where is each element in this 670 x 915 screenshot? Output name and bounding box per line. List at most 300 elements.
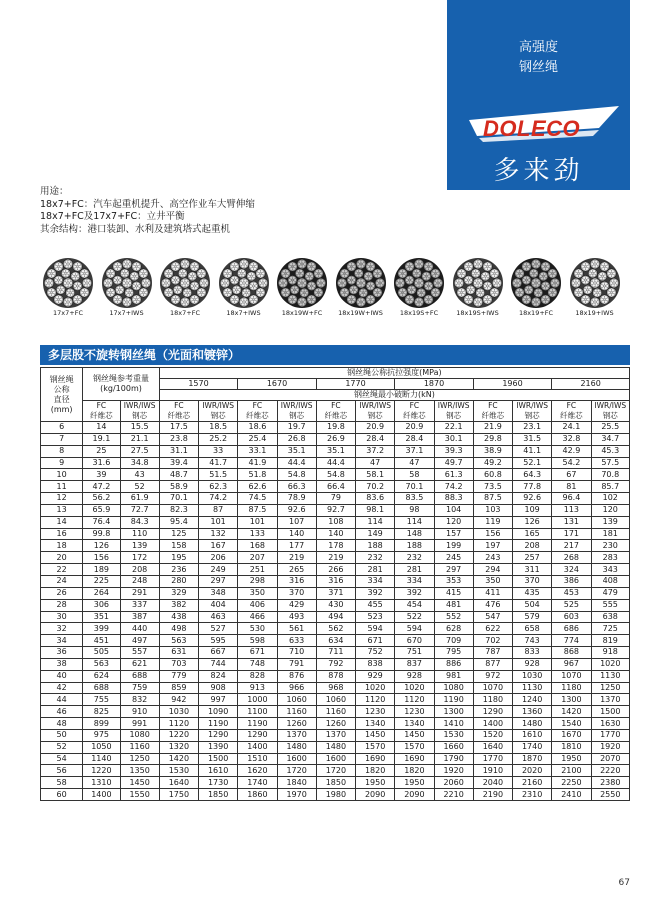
value-cell: 1140 — [83, 753, 120, 765]
value-cell: 1230 — [395, 706, 434, 718]
value-cell: 103 — [473, 504, 512, 516]
diameter-cell: 30 — [41, 611, 83, 623]
value-cell: 41.9 — [238, 457, 277, 469]
value-cell: 57.5 — [591, 457, 629, 469]
value-cell: 711 — [316, 647, 355, 659]
value-cell: 688 — [83, 682, 120, 694]
value-cell: 370 — [277, 587, 316, 599]
value-cell: 74.5 — [238, 493, 277, 505]
diameter-cell: 16 — [41, 528, 83, 540]
value-cell: 1290 — [238, 729, 277, 741]
value-cell: 392 — [395, 587, 434, 599]
value-cell: 188 — [395, 540, 434, 552]
value-cell: 1480 — [513, 718, 552, 730]
value-cell: 791 — [277, 658, 316, 670]
diameter-cell: 34 — [41, 635, 83, 647]
value-cell: 725 — [591, 623, 629, 635]
value-cell: 966 — [277, 682, 316, 694]
value-cell: 58.9 — [159, 481, 198, 493]
value-cell: 132 — [199, 528, 238, 540]
value-cell: 1950 — [552, 753, 591, 765]
value-cell: 39.3 — [434, 445, 473, 457]
value-cell: 87 — [199, 504, 238, 516]
value-cell: 84.3 — [120, 516, 159, 528]
value-cell: 67 — [552, 469, 591, 481]
table-row — [41, 611, 630, 623]
value-cell: 107 — [277, 516, 316, 528]
value-cell: 981 — [434, 670, 473, 682]
value-cell: 2310 — [513, 789, 552, 801]
value-cell: 148 — [395, 528, 434, 540]
value-cell: 15.5 — [120, 422, 159, 434]
table-row — [41, 481, 630, 493]
value-cell: 139 — [591, 516, 629, 528]
value-cell: 1630 — [591, 718, 629, 730]
value-cell: 96.4 — [552, 493, 591, 505]
page-number: 67 — [618, 878, 630, 888]
weight-header: 钢丝绳参考重量 (kg/100m) — [83, 368, 159, 401]
diameter-cell: 18 — [41, 540, 83, 552]
value-cell: 481 — [434, 599, 473, 611]
value-cell: 408 — [591, 575, 629, 587]
diameter-cell: 54 — [41, 753, 83, 765]
table-row — [41, 457, 630, 469]
value-cell: 876 — [277, 670, 316, 682]
table-row — [41, 552, 630, 564]
value-cell: 66.4 — [316, 481, 355, 493]
value-cell: 968 — [316, 682, 355, 694]
value-cell: 1120 — [356, 694, 395, 706]
rope-label: 17x7+FC — [53, 309, 83, 317]
value-cell: 195 — [159, 552, 198, 564]
core-iwr-header: IWR/IWS 钢芯 — [120, 401, 159, 422]
diameter-cell: 6 — [41, 422, 83, 434]
diameter-cell: 11 — [41, 481, 83, 493]
value-cell: 23.8 — [159, 433, 198, 445]
value-cell: 991 — [120, 718, 159, 730]
value-cell: 52.1 — [513, 457, 552, 469]
value-cell: 392 — [356, 587, 395, 599]
value-cell: 236 — [159, 564, 198, 576]
value-cell: 324 — [552, 564, 591, 576]
value-cell: 838 — [356, 658, 395, 670]
value-cell: 85.7 — [591, 481, 629, 493]
value-cell: 41.1 — [513, 445, 552, 457]
table-row — [41, 789, 630, 801]
value-cell: 1350 — [120, 765, 159, 777]
value-cell: 280 — [159, 575, 198, 587]
value-cell: 1070 — [473, 682, 512, 694]
value-cell: 2090 — [356, 789, 395, 801]
value-cell: 113 — [552, 504, 591, 516]
value-cell: 819 — [591, 635, 629, 647]
value-cell: 47 — [356, 457, 395, 469]
value-cell: 454 — [395, 599, 434, 611]
value-cell: 74.2 — [199, 493, 238, 505]
value-cell: 33.1 — [238, 445, 277, 457]
value-cell: 562 — [316, 623, 355, 635]
value-cell: 1320 — [159, 741, 198, 753]
value-cell: 54.8 — [316, 469, 355, 481]
value-cell: 2100 — [552, 765, 591, 777]
value-cell: 126 — [513, 516, 552, 528]
value-cell: 1160 — [277, 706, 316, 718]
value-cell: 1660 — [434, 741, 473, 753]
value-cell: 2550 — [591, 789, 629, 801]
value-cell: 833 — [513, 647, 552, 659]
value-cell: 47.2 — [83, 481, 120, 493]
value-cell: 744 — [199, 658, 238, 670]
value-cell: 79 — [316, 493, 355, 505]
value-cell: 792 — [316, 658, 355, 670]
value-cell: 1400 — [238, 741, 277, 753]
value-cell: 350 — [238, 587, 277, 599]
value-cell: 2040 — [473, 777, 512, 789]
value-cell: 189 — [83, 564, 120, 576]
value-cell: 265 — [277, 564, 316, 576]
value-cell: 1550 — [120, 789, 159, 801]
value-cell: 1260 — [316, 718, 355, 730]
brand-name-cn: 多来劲 — [493, 156, 584, 186]
value-cell: 774 — [552, 635, 591, 647]
value-cell: 1670 — [552, 729, 591, 741]
value-cell: 1020 — [356, 682, 395, 694]
diameter-cell: 52 — [41, 741, 83, 753]
diameter-cell: 7 — [41, 433, 83, 445]
value-cell: 493 — [277, 611, 316, 623]
value-cell: 21.1 — [120, 433, 159, 445]
rope-label: 18x19W+IWS — [338, 309, 383, 317]
value-cell: 88.3 — [434, 493, 473, 505]
rope-label: 18x19S+IWS — [456, 309, 499, 317]
value-cell: 181 — [591, 528, 629, 540]
value-cell: 34.8 — [120, 457, 159, 469]
value-cell: 31.6 — [83, 457, 120, 469]
value-cell: 350 — [473, 575, 512, 587]
value-cell: 1070 — [552, 670, 591, 682]
value-cell: 95.4 — [159, 516, 198, 528]
grade-header: 1870 — [395, 379, 474, 390]
value-cell: 140 — [316, 528, 355, 540]
diameter-cell: 12 — [41, 493, 83, 505]
value-cell: 594 — [356, 623, 395, 635]
value-cell: 1740 — [513, 741, 552, 753]
value-cell: 2160 — [513, 777, 552, 789]
table-row — [41, 575, 630, 587]
value-cell: 547 — [473, 611, 512, 623]
value-cell: 140 — [277, 528, 316, 540]
value-cell: 1520 — [473, 729, 512, 741]
value-cell: 899 — [83, 718, 120, 730]
value-cell: 598 — [238, 635, 277, 647]
value-cell: 497 — [120, 635, 159, 647]
rope-cross-section — [274, 257, 330, 317]
table-row — [41, 753, 630, 765]
value-cell: 1850 — [316, 777, 355, 789]
diameter-cell: 56 — [41, 765, 83, 777]
core-fc-header: FC 纤维芯 — [238, 401, 277, 422]
value-cell: 1370 — [316, 729, 355, 741]
value-cell: 967 — [552, 658, 591, 670]
value-cell: 522 — [395, 611, 434, 623]
value-cell: 29.8 — [473, 433, 512, 445]
value-cell: 1050 — [83, 741, 120, 753]
value-cell: 62.6 — [238, 481, 277, 493]
rope-cross-section — [99, 257, 155, 317]
value-cell: 171 — [552, 528, 591, 540]
value-cell: 755 — [83, 694, 120, 706]
grade-header: 1670 — [238, 379, 317, 390]
value-cell: 92.6 — [277, 504, 316, 516]
value-cell: 24.1 — [552, 422, 591, 434]
value-cell: 1840 — [277, 777, 316, 789]
value-cell: 61.3 — [434, 469, 473, 481]
diameter-cell: 8 — [41, 445, 83, 457]
value-cell: 1640 — [473, 741, 512, 753]
value-cell: 1850 — [199, 789, 238, 801]
value-cell: 527 — [199, 623, 238, 635]
value-cell: 972 — [473, 670, 512, 682]
value-cell: 440 — [120, 623, 159, 635]
brand-panel — [447, 0, 630, 190]
value-cell: 62.3 — [199, 481, 238, 493]
value-cell: 1870 — [513, 753, 552, 765]
value-cell: 1530 — [159, 765, 198, 777]
value-cell: 297 — [434, 564, 473, 576]
table-row — [41, 504, 630, 516]
wire-rope-cross-section-icon — [218, 257, 270, 309]
value-cell: 552 — [434, 611, 473, 623]
value-cell: 104 — [434, 504, 473, 516]
value-cell: 1300 — [434, 706, 473, 718]
value-cell: 1370 — [277, 729, 316, 741]
table-row — [41, 682, 630, 694]
value-cell: 710 — [277, 647, 316, 659]
value-cell: 671 — [238, 647, 277, 659]
value-cell: 1450 — [356, 729, 395, 741]
value-cell: 438 — [159, 611, 198, 623]
value-cell: 139 — [120, 540, 159, 552]
value-cell: 370 — [513, 575, 552, 587]
value-cell: 387 — [120, 611, 159, 623]
table-row — [41, 599, 630, 611]
value-cell: 291 — [120, 587, 159, 599]
value-cell: 1060 — [316, 694, 355, 706]
value-cell: 631 — [159, 647, 198, 659]
value-cell: 832 — [120, 694, 159, 706]
diameter-cell: 48 — [41, 718, 83, 730]
value-cell: 1950 — [395, 777, 434, 789]
value-cell: 283 — [591, 552, 629, 564]
value-cell: 918 — [591, 647, 629, 659]
value-cell: 114 — [395, 516, 434, 528]
value-cell: 61.9 — [120, 493, 159, 505]
value-cell: 23.1 — [513, 422, 552, 434]
value-cell: 451 — [83, 635, 120, 647]
value-cell: 81 — [552, 481, 591, 493]
value-cell: 35.1 — [316, 445, 355, 457]
value-cell: 25 — [83, 445, 120, 457]
table-row — [41, 718, 630, 730]
value-cell: 1450 — [395, 729, 434, 741]
value-cell: 119 — [473, 516, 512, 528]
value-cell: 167 — [199, 540, 238, 552]
value-cell: 525 — [552, 599, 591, 611]
diameter-cell: 9 — [41, 457, 83, 469]
value-cell: 54.2 — [552, 457, 591, 469]
value-cell: 1730 — [199, 777, 238, 789]
value-cell: 2220 — [591, 765, 629, 777]
value-cell: 1300 — [552, 694, 591, 706]
value-cell: 1610 — [513, 729, 552, 741]
value-cell: 1770 — [591, 729, 629, 741]
value-cell: 1230 — [356, 706, 395, 718]
spec-table-body — [41, 422, 630, 801]
value-cell: 268 — [552, 552, 591, 564]
rope-label: 18x19W+FC — [281, 309, 323, 317]
diameter-cell: 36 — [41, 647, 83, 659]
value-cell: 14 — [83, 422, 120, 434]
value-cell: 206 — [199, 552, 238, 564]
diameter-cell: 28 — [41, 599, 83, 611]
table-row — [41, 658, 630, 670]
rope-cross-section — [216, 257, 272, 317]
diameter-header: 钢丝绳 公称 直径 (mm) — [41, 368, 83, 422]
value-cell: 297 — [199, 575, 238, 587]
value-cell: 2380 — [591, 777, 629, 789]
wire-rope-cross-section-icon — [335, 257, 387, 309]
value-cell: 208 — [120, 564, 159, 576]
value-cell: 463 — [199, 611, 238, 623]
value-cell: 207 — [238, 552, 277, 564]
value-cell: 595 — [199, 635, 238, 647]
rope-cross-section — [40, 257, 96, 317]
value-cell: 1640 — [159, 777, 198, 789]
spec-table — [40, 367, 630, 801]
diameter-cell: 44 — [41, 694, 83, 706]
usage-heading: 用途： — [40, 186, 69, 197]
table-row — [41, 741, 630, 753]
value-cell: 1530 — [434, 729, 473, 741]
value-cell: 751 — [395, 647, 434, 659]
value-cell: 72.7 — [120, 504, 159, 516]
value-cell: 1480 — [277, 741, 316, 753]
value-cell: 77.8 — [513, 481, 552, 493]
value-cell: 48.7 — [159, 469, 198, 481]
value-cell: 1340 — [395, 718, 434, 730]
value-cell: 1340 — [356, 718, 395, 730]
value-cell: 1030 — [513, 670, 552, 682]
value-cell: 98 — [395, 504, 434, 516]
value-cell: 1250 — [591, 682, 629, 694]
rope-cross-section — [391, 257, 447, 317]
value-cell: 743 — [513, 635, 552, 647]
wire-rope-cross-section-icon — [276, 257, 328, 309]
wire-rope-cross-section-icon — [159, 257, 211, 309]
value-cell: 87.5 — [473, 493, 512, 505]
core-iwr-header: IWR/IWS 钢芯 — [513, 401, 552, 422]
rope-label: 18x7+FC — [170, 309, 200, 317]
rope-label: 17x7+IWS — [109, 309, 144, 317]
core-fc-header: FC 纤维芯 — [473, 401, 512, 422]
value-cell: 1500 — [591, 706, 629, 718]
value-cell: 101 — [238, 516, 277, 528]
wire-rope-cross-section-icon — [393, 257, 445, 309]
value-cell: 1400 — [473, 718, 512, 730]
value-cell: 98.1 — [356, 504, 395, 516]
value-cell: 1130 — [513, 682, 552, 694]
diameter-cell: 14 — [41, 516, 83, 528]
table-row — [41, 670, 630, 682]
value-cell: 2060 — [434, 777, 473, 789]
value-cell: 92.6 — [513, 493, 552, 505]
value-cell: 670 — [395, 635, 434, 647]
value-cell: 634 — [316, 635, 355, 647]
value-cell: 18.6 — [238, 422, 277, 434]
table-row — [41, 445, 630, 457]
value-cell: 108 — [316, 516, 355, 528]
value-cell: 1690 — [356, 753, 395, 765]
value-cell: 908 — [199, 682, 238, 694]
value-cell: 329 — [159, 587, 198, 599]
value-cell: 1370 — [591, 694, 629, 706]
value-cell: 523 — [356, 611, 395, 623]
table-row — [41, 765, 630, 777]
value-cell: 748 — [238, 658, 277, 670]
value-cell: 824 — [199, 670, 238, 682]
diameter-cell: 10 — [41, 469, 83, 481]
value-cell: 886 — [434, 658, 473, 670]
rope-cross-sections — [40, 257, 630, 327]
value-cell: 1410 — [434, 718, 473, 730]
table-row — [41, 516, 630, 528]
value-cell: 208 — [513, 540, 552, 552]
wire-rope-cross-section-icon — [452, 257, 504, 309]
brand-title — [447, 38, 630, 78]
rope-cross-section — [333, 257, 389, 317]
value-cell: 406 — [238, 599, 277, 611]
value-cell: 837 — [395, 658, 434, 670]
value-cell: 73.5 — [473, 481, 512, 493]
value-cell: 621 — [120, 658, 159, 670]
value-cell: 17.5 — [159, 422, 198, 434]
value-cell: 219 — [316, 552, 355, 564]
value-cell: 44.4 — [277, 457, 316, 469]
value-cell: 505 — [83, 647, 120, 659]
value-cell: 2090 — [395, 789, 434, 801]
table-row — [41, 729, 630, 741]
value-cell: 779 — [159, 670, 198, 682]
breaking-force-header: 钢丝绳最小破断力(kN) — [159, 390, 629, 401]
grade-header: 1770 — [316, 379, 395, 390]
value-cell: 795 — [434, 647, 473, 659]
value-cell: 1190 — [238, 718, 277, 730]
value-cell: 928 — [513, 658, 552, 670]
value-cell: 1120 — [395, 694, 434, 706]
value-cell: 264 — [83, 587, 120, 599]
value-cell: 563 — [159, 635, 198, 647]
value-cell: 156 — [83, 552, 120, 564]
value-cell: 316 — [277, 575, 316, 587]
value-cell: 51.5 — [199, 469, 238, 481]
value-cell: 429 — [277, 599, 316, 611]
diameter-cell: 24 — [41, 575, 83, 587]
value-cell: 38.9 — [473, 445, 512, 457]
value-cell: 232 — [356, 552, 395, 564]
value-cell: 30.1 — [434, 433, 473, 445]
value-cell: 120 — [591, 504, 629, 516]
value-cell: 70.8 — [591, 469, 629, 481]
